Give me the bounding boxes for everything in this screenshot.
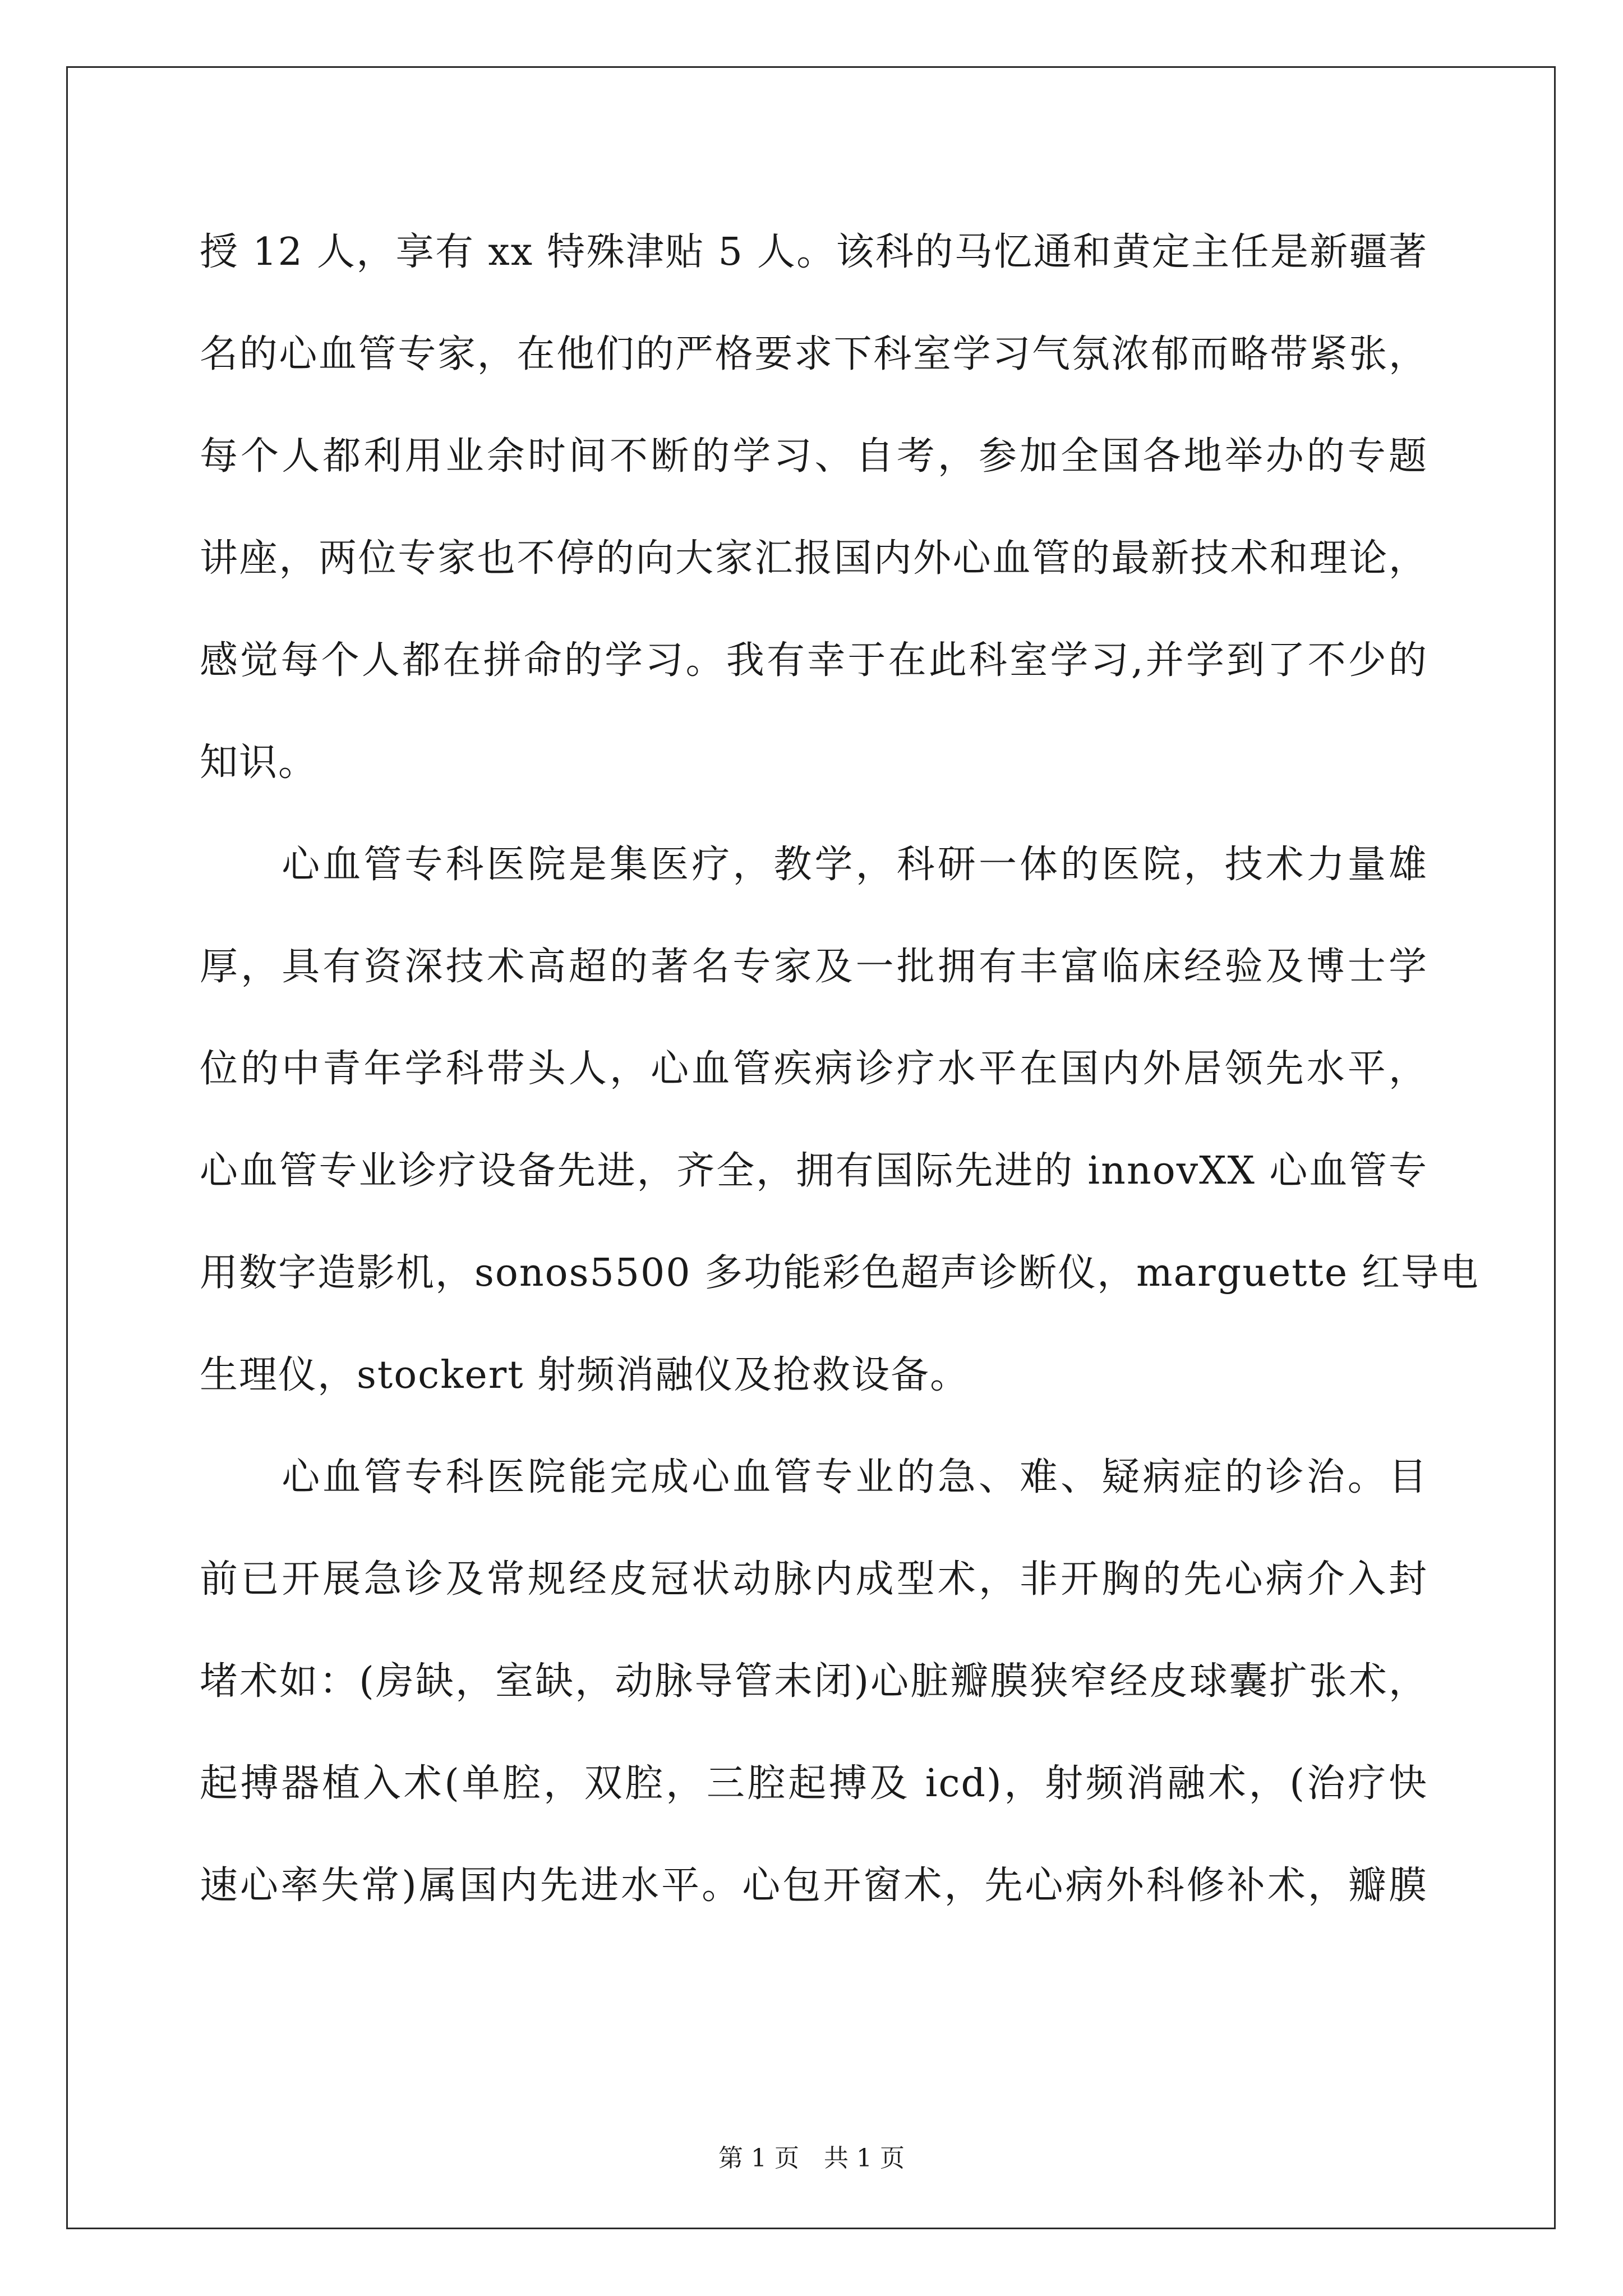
- text-line-16: 起搏器植入术(单腔，双腔，三腔起搏及 icd)，射频消融术，(治疗快: [200, 1761, 1428, 1806]
- document-body: [200, 224, 1479, 1960]
- text-line-2: 名的心血管专家，在他们的严格要求下科室学习气氛浓郁而略带紧张，: [200, 332, 1428, 376]
- text-line-15: 堵术如：(房缺，室缺，动脉导管未闭)心脏瓣膜狭窄经皮球囊扩张术，: [200, 1659, 1428, 1704]
- text-line-7: 心血管专科医院是集医疗，教学，科研一体的医院，技术力量雄: [200, 843, 1428, 887]
- text-line-4: 讲座，两位专家也不停的向大家汇报国内外心血管的最新技术和理论，: [200, 536, 1428, 581]
- text-line-5: 感觉每个人都在拼命的学习。我有幸于在此科室学习,并学到了不少的: [200, 638, 1428, 683]
- text-line-6: 知识。: [200, 740, 318, 785]
- text-line-9: 位的中青年学科带头人，心血管疾病诊疗水平在国内外居领先水平，: [200, 1047, 1428, 1091]
- text-line-13: 心血管专科医院能完成心血管专业的急、难、疑病症的诊治。目: [200, 1455, 1428, 1499]
- text-line-14: 前已开展急诊及常规经皮冠状动脉内成型术，非开胸的先心病介入封: [200, 1557, 1428, 1602]
- text-line-11: 用数字造影机，sonos5500 多功能彩色超声诊断仪，marguette 红导电: [200, 1251, 1479, 1295]
- text-line-8: 厚，具有资深技术高超的著名专家及一批拥有丰富临床经验及博士学: [200, 945, 1428, 989]
- text-line-12: 生理仪，stockert 射频消融仪及抢救设备。: [200, 1353, 970, 1397]
- text-line-3: 每个人都利用业余时间不断的学习、自考，参加全国各地举办的专题: [200, 434, 1428, 478]
- text-line-10: 心血管专业诊疗设备先进，齐全，拥有国际先进的 innovXX 心血管专: [200, 1149, 1428, 1193]
- text-line-1: 授 12 人，享有 xx 特殊津贴 5 人。该科的马忆通和黄定主任是新疆著: [200, 230, 1428, 274]
- page-number-footer: 第 1 页 共 1 页: [718, 2144, 905, 2173]
- text-line-17: 速心率失常)属国内先进水平。心包开窗术，先心病外科修补术，瓣膜: [200, 1864, 1428, 1908]
